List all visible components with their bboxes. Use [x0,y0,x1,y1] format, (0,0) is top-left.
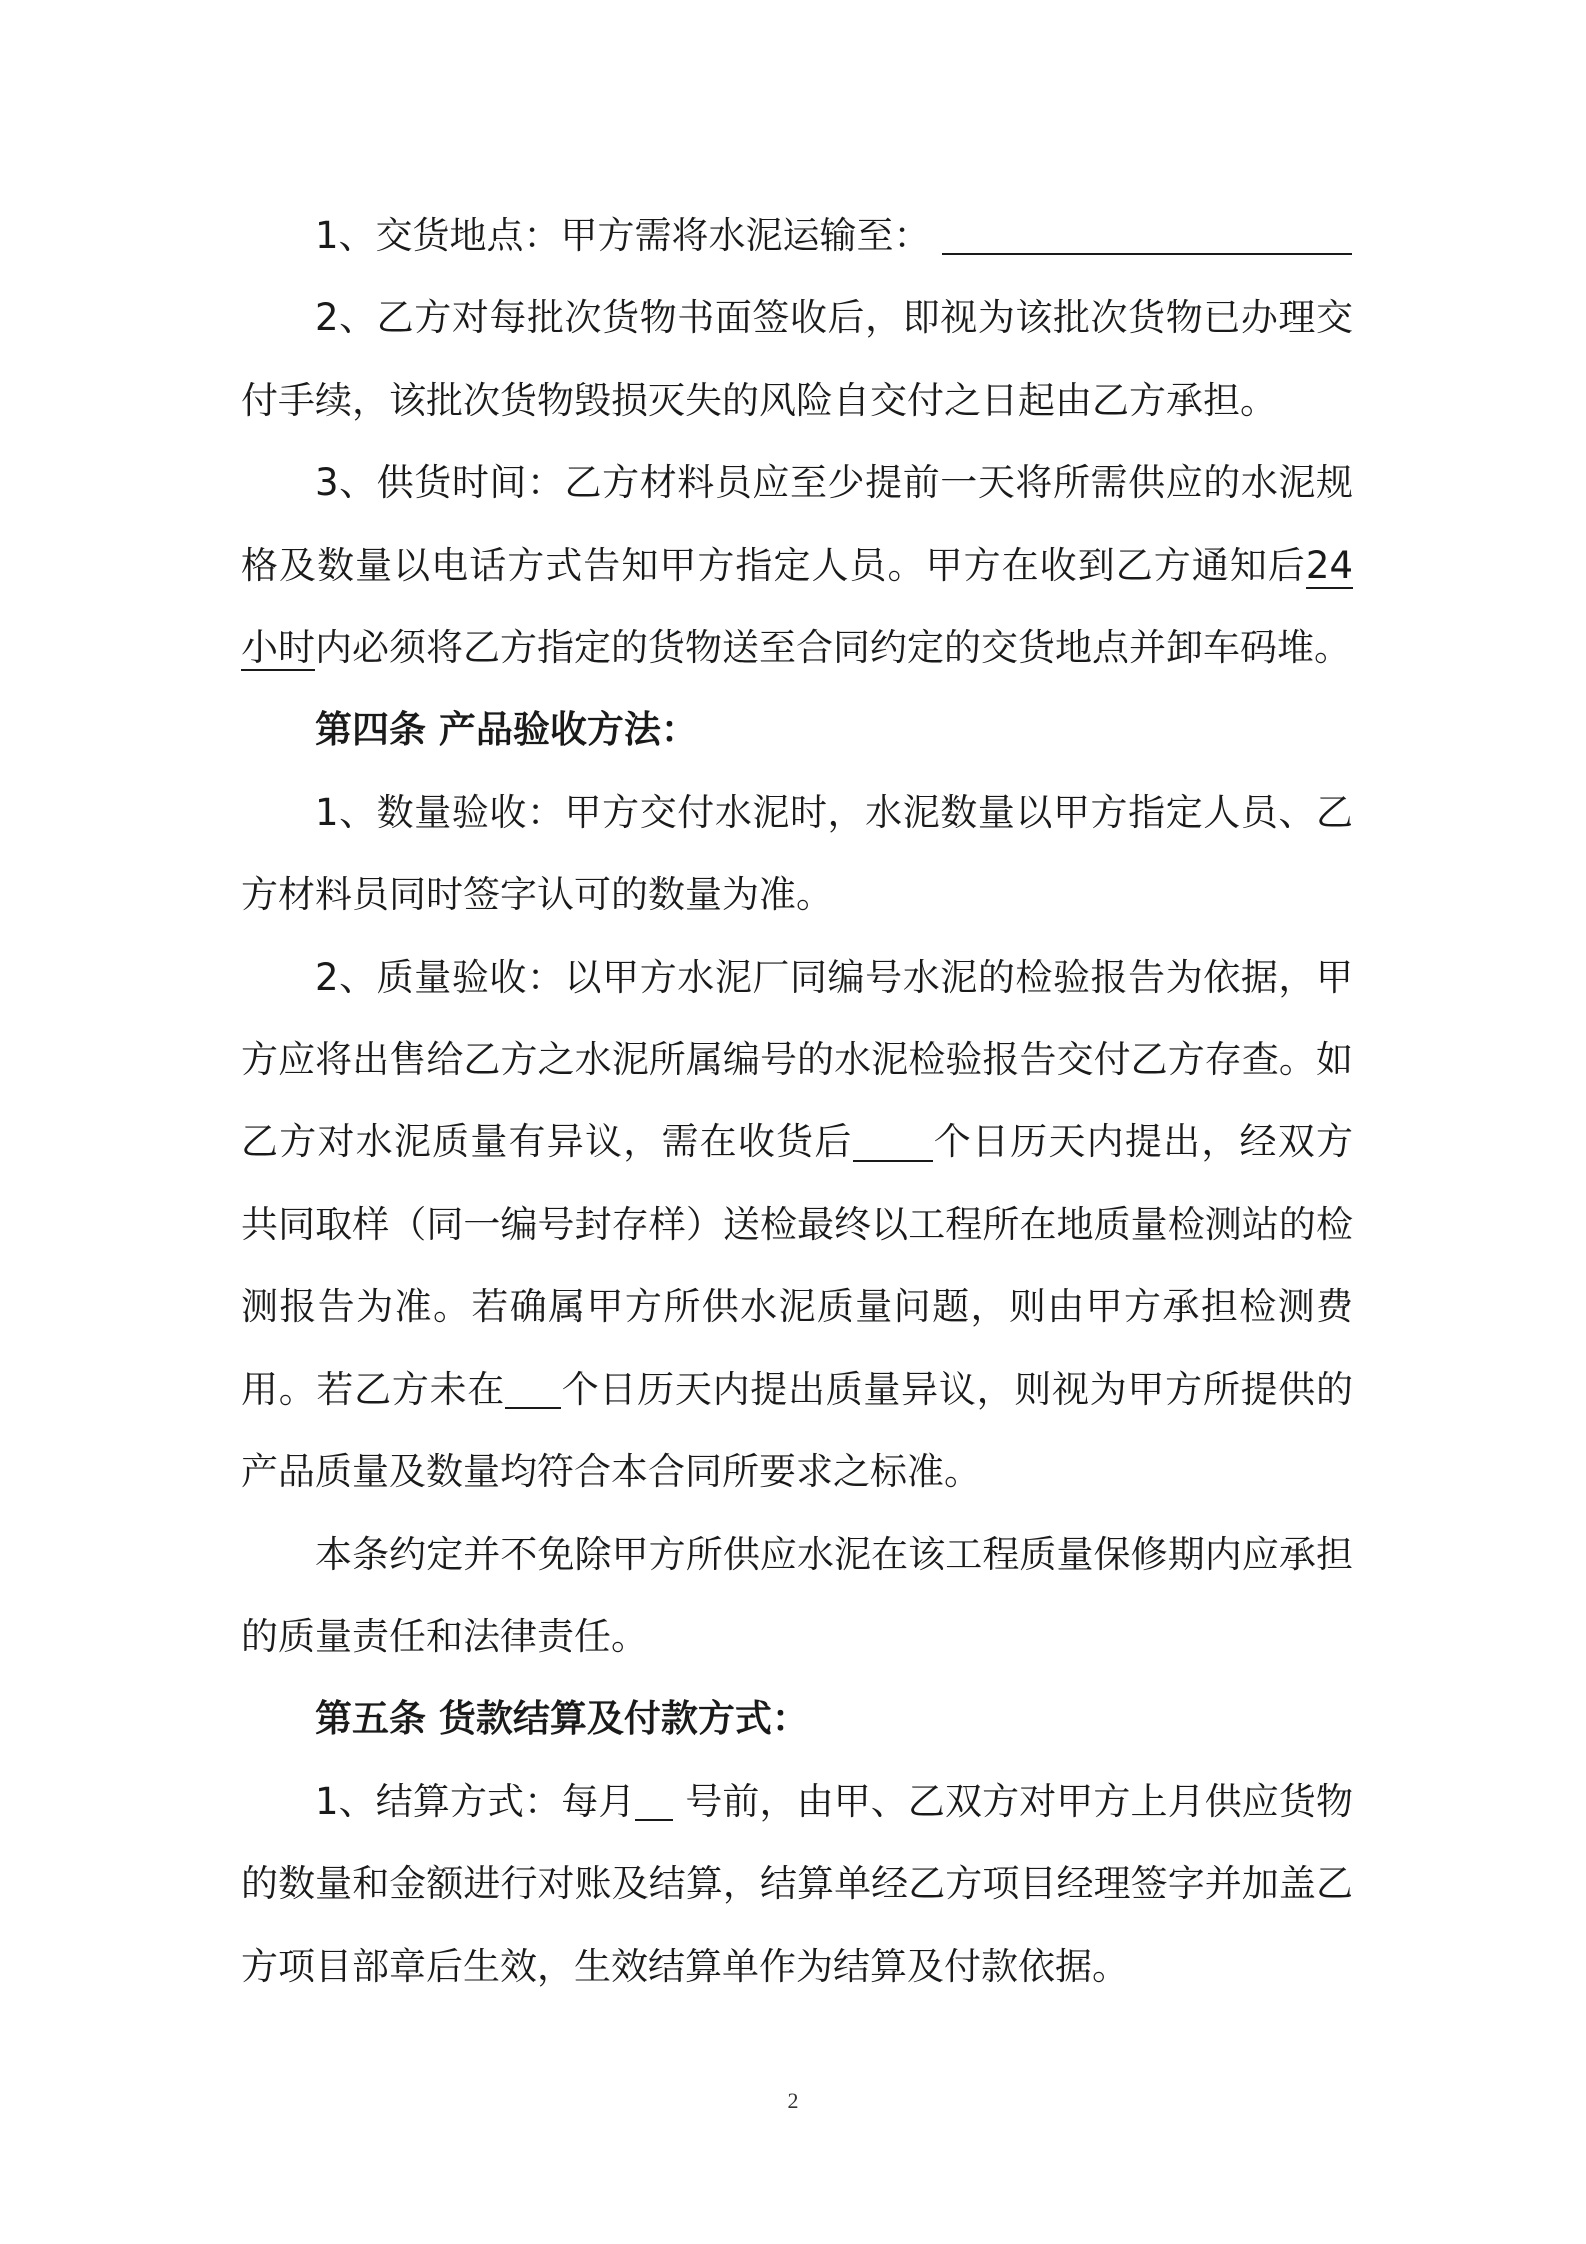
clause-text: 个日历天内提出质量异议，则视为甲方所提供的产品质量及数量均符合本合同所要求之标准。 [241,1367,1353,1494]
clause-quality-acceptance [241,937,1353,1514]
clause-quantity-acceptance: 1、数量验收：甲方交付水泥时，水泥数量以甲方指定人员、乙方材料员同时签字认可的数量为准。 [241,790,1353,917]
article-5-heading: 第五条 货款结算及付款方式： [315,1697,809,1741]
clause-delivery-location [241,195,1353,277]
contract-body [241,195,1353,2008]
days-blank [853,1121,933,1162]
clause-text: 1、结算方式：每月 [315,1779,636,1823]
clause-text: 1、交货地点：甲方需将水泥运输至： [315,214,931,257]
clause-text: 2、质量验收：以甲方水泥厂同编号水泥的检验报告为依据，甲方应将出售给乙方之水泥所属编号的水泥检验报告交付乙方存查。如乙方对水泥质量有异议，需在收货后 [241,955,1353,1164]
days-blank [505,1368,561,1409]
clause-text: 内必须将乙方指定的货物送至合同约定的交货地点并卸车码堆。 [315,626,1351,670]
clause-text: 个日历天内提出，经双方共同取样（同一编号封存样）送检最终以工程所在地质量检测站的检测报告为准。若确属甲方所供水泥质量问题，则由甲方承担检测费用。若乙方未在 [241,1120,1354,1411]
page-number: 2 [787,2088,799,2113]
clause-settlement-method [241,1761,1353,2008]
clause-text: 号前，由甲、乙双方对甲方上月供应货物的数量和金额进行对账及结算，结算单经乙方项目经理签字并加盖乙方项目部章后生效，生效结算单作为结算及付款依据。 [241,1779,1354,1988]
delivery-location-blank [942,215,1352,256]
day-of-month-blank [635,1780,673,1821]
clause-warranty-liability: 本条约定并不免除甲方所供应水泥在该工程质量保修期内应承担的质量责任和法律责任。 [241,1532,1353,1658]
clause-text: 3、供货时间：乙方材料员应至少提前一天将所需供应的水泥规格及数量以电话方式告知甲方指定人员。甲方在收到乙方通知后 [241,461,1353,587]
article-4-heading: 第四条 产品验收方法： [315,708,698,752]
underlined-hours: 24 小时 [241,543,1353,670]
clause-delivery-receipt: 2、乙方对每批次货物书面签收后，即视为该批次货物已办理交付手续，该批次货物毁损灭失的风险自交付之日起由乙方承担。 [241,296,1353,422]
clause-delivery-time [241,442,1353,689]
